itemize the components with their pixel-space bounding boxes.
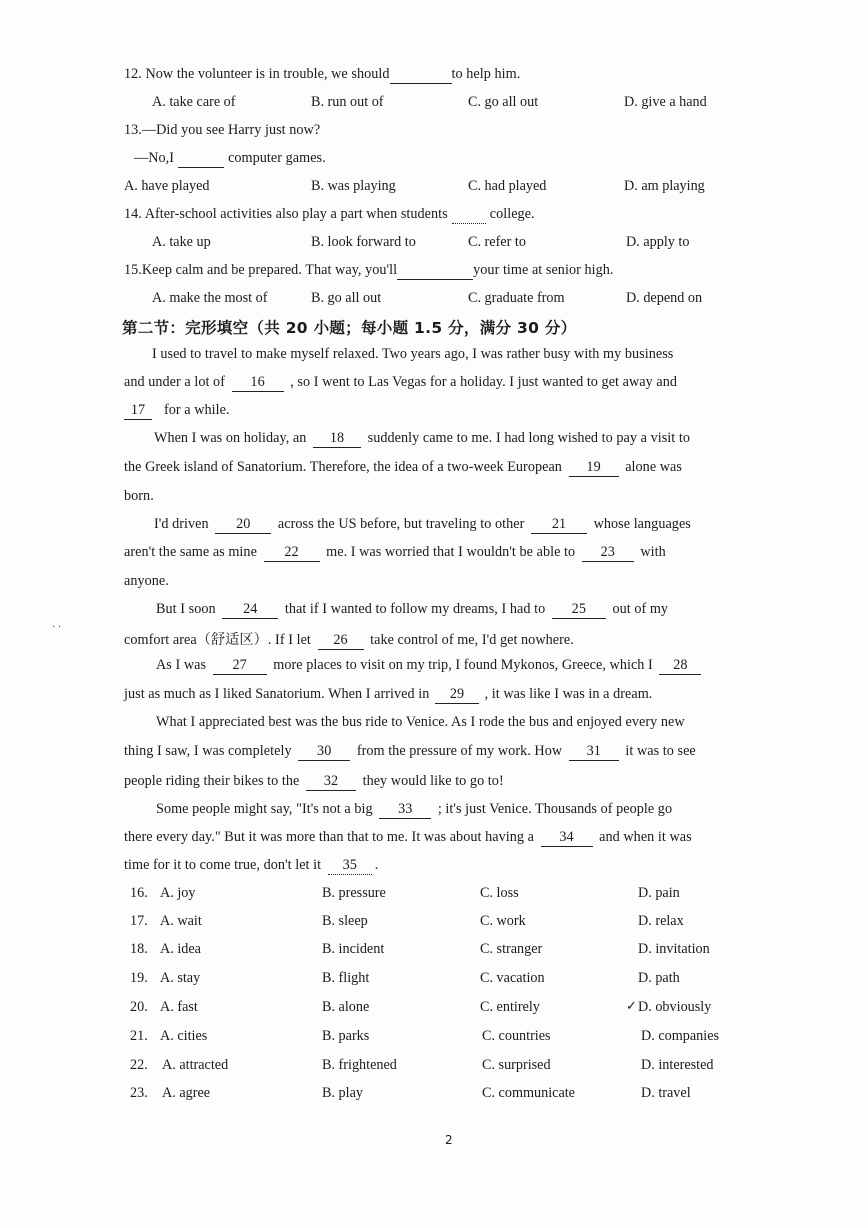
choice-option-c: C. surprised <box>482 1057 551 1073</box>
q12-option-d: D. give a hand <box>624 94 707 110</box>
q15-blank <box>397 262 473 280</box>
passage-text: alone was <box>625 459 682 475</box>
passage-text: they would like to go to! <box>362 773 504 789</box>
passage-line: anyone. <box>124 573 169 589</box>
choice-option-b: B. parks <box>322 1028 370 1044</box>
passage-text: and under a lot of <box>124 374 225 390</box>
choice-option-a: A. idea <box>160 941 201 957</box>
passage-text: aren't the same as mine <box>124 544 257 560</box>
section-2-heading: 第二节：完形填空（共 20 小题；每小题 1.5 分，满分 30 分） <box>122 319 577 337</box>
passage-line: What I appreciated best was the bus ride to Venice. As I rode the bus and enjoyed every new <box>156 714 685 730</box>
choice-option-d: D. invitation <box>638 941 710 957</box>
page-number: 2 <box>445 1133 453 1147</box>
blank-17: 17 <box>124 402 152 420</box>
passage-text: more places to visit on my trip, I found Mykonos, Greece, which I <box>273 657 653 673</box>
q15-option-a: A. make the most of <box>152 290 268 306</box>
q12-option-b: B. run out of <box>311 94 384 110</box>
passage-line <box>156 601 668 619</box>
passage-line <box>124 829 692 847</box>
choice-option-c: C. countries <box>482 1028 551 1044</box>
passage-line <box>124 544 666 562</box>
choice-number: 23. <box>130 1085 148 1101</box>
passage-text: from the pressure of my work. How <box>356 743 563 759</box>
choice-number: 22. <box>130 1057 148 1073</box>
q13-option-d: D. am playing <box>624 178 705 194</box>
passage-text: , so I went to Las Vegas for a holiday. I just wanted to get away and <box>290 374 677 390</box>
choice-option-b: B. pressure <box>322 885 386 901</box>
choice-option-d: D. travel <box>641 1085 691 1101</box>
q12-option-a: A. take care of <box>152 94 236 110</box>
q15-option-d: D. depend on <box>626 290 703 306</box>
choice-option-b: B. play <box>322 1085 363 1101</box>
question-15-stem <box>124 262 613 280</box>
choice-option-d: D. pain <box>638 885 680 901</box>
passage-line: I used to travel to make myself relaxed. Two years ago, I was rather busy with my business <box>152 346 674 362</box>
q14-option-c: C. refer to <box>468 234 526 250</box>
passage-line <box>124 743 696 761</box>
passage-line: born. <box>124 488 154 504</box>
choice-option-d: D. obviously <box>638 999 712 1015</box>
question-12-stem <box>124 66 520 84</box>
q13-reply-tail: computer games. <box>228 150 326 166</box>
blank-23: 23 <box>582 544 634 562</box>
passage-line <box>124 686 652 704</box>
passage-text: there every day." But it was more than that to me. It was about having a <box>124 829 534 845</box>
choice-option-c: C. stranger <box>480 941 543 957</box>
choice-option-d: D. interested <box>641 1057 714 1073</box>
choice-option-b: B. alone <box>322 999 370 1015</box>
q12-stem-text: 12. Now the volunteer is in trouble, we should <box>124 66 390 82</box>
blank-24: 24 <box>222 601 278 619</box>
choice-option-a: A. stay <box>160 970 201 986</box>
passage-text: thing I saw, I was completely <box>124 743 292 759</box>
choice-number: 20. <box>130 999 148 1015</box>
q15-stem-tail: your time at senior high. <box>473 262 614 278</box>
q15-stem-text: 15.Keep calm and be prepared. That way, you'll <box>124 262 398 278</box>
passage-text: . <box>374 857 379 873</box>
choice-option-a: A. attracted <box>162 1057 229 1073</box>
passage-text: just as much as I liked Sanatorium. When I arrived in <box>124 686 430 702</box>
passage-line <box>154 516 691 534</box>
blank-30: 30 <box>298 743 350 761</box>
passage-text: the Greek island of Sanatorium. Therefore, the idea of a two-week European <box>124 459 562 475</box>
passage-text: comfort area（舒适区）. If I let <box>124 632 311 648</box>
passage-line <box>154 430 690 448</box>
passage-text: out of my <box>612 601 669 617</box>
choice-number: 21. <box>130 1028 148 1044</box>
q13-reply-text: —No,I <box>134 150 175 166</box>
scan-speck: · · <box>52 622 62 633</box>
passage-line <box>124 402 230 420</box>
blank-20: 20 <box>215 516 271 534</box>
passage-text: When I was on holiday, an <box>154 430 307 446</box>
passage-text: , it was like I was in a dream. <box>484 686 653 702</box>
passage-text: with <box>640 544 666 560</box>
passage-text: for a while. <box>164 402 230 418</box>
question-14-stem <box>124 206 535 224</box>
passage-text: whose languages <box>593 516 691 532</box>
choice-option-b: B. frightened <box>322 1057 397 1073</box>
choice-number: 18. <box>130 941 148 957</box>
passage-line <box>156 801 672 819</box>
passage-text: time for it to come true, don't let it <box>124 857 322 873</box>
passage-line <box>124 857 378 875</box>
q13-option-c: C. had played <box>468 178 547 194</box>
blank-34: 34 <box>541 829 593 847</box>
choice-option-c: C. loss <box>480 885 519 901</box>
blank-21: 21 <box>531 516 587 534</box>
blank-26: 26 <box>318 632 364 650</box>
blank-33: 33 <box>379 801 431 819</box>
choice-number: 16. <box>130 885 148 901</box>
blank-16: 16 <box>232 374 284 392</box>
choice-option-c: C. vacation <box>480 970 545 986</box>
q14-stem-text: 14. After-school activities also play a part when students <box>124 206 448 222</box>
passage-line <box>124 629 574 650</box>
choice-option-c: C. entirely <box>480 999 540 1015</box>
choice-option-c: C. work <box>480 913 526 929</box>
choice-number: 17. <box>130 913 148 929</box>
passage-line <box>124 459 682 477</box>
blank-22: 22 <box>264 544 320 562</box>
q14-option-b: B. look forward to <box>311 234 416 250</box>
q13-option-a: A. have played <box>124 178 210 194</box>
q12-blank <box>390 66 452 84</box>
passage-text: people riding their bikes to the <box>124 773 300 789</box>
choice-option-a: A. joy <box>160 885 196 901</box>
choice-option-a: A. agree <box>162 1085 211 1101</box>
choice-option-d: D. path <box>638 970 680 986</box>
blank-19: 19 <box>569 459 619 477</box>
passage-text: take control of me, I'd get nowhere. <box>370 632 574 648</box>
passage-text: suddenly came to me. I had long wished to pay a visit to <box>367 430 690 446</box>
question-13-stem: 13.—Did you see Harry just now? <box>124 122 321 138</box>
q14-blank <box>452 206 486 224</box>
q13-option-b: B. was playing <box>311 178 396 194</box>
passage-text: Some people might say, "It's not a big <box>156 801 373 817</box>
passage-text: it was to see <box>625 743 696 759</box>
q15-option-b: B. go all out <box>311 290 382 306</box>
passage-text: ; it's just Venice. Thousands of people go <box>437 801 673 817</box>
passage-text: and when it was <box>599 829 692 845</box>
choice-option-a: A. fast <box>160 999 198 1015</box>
blank-35: 35 <box>328 857 372 875</box>
choice-option-a: A. wait <box>160 913 202 929</box>
blank-28: 28 <box>659 657 701 675</box>
choice-option-c: C. communicate <box>482 1085 575 1101</box>
passage-text: As I was <box>156 657 207 673</box>
blank-18: 18 <box>313 430 361 448</box>
q12-stem-tail: to help him. <box>451 66 521 82</box>
passage-text: me. I was worried that I wouldn't be able to <box>326 544 576 560</box>
choice-number: 19. <box>130 970 148 986</box>
blank-32: 32 <box>306 773 356 791</box>
passage-text: across the US before, but traveling to other <box>277 516 525 532</box>
blank-25: 25 <box>552 601 606 619</box>
q14-stem-tail: college. <box>489 206 535 222</box>
q14-option-d: D. apply to <box>626 234 690 250</box>
blank-29: 29 <box>435 686 479 704</box>
q12-option-c: C. go all out <box>468 94 539 110</box>
choice-option-d: D. relax <box>638 913 684 929</box>
q15-option-c: C. graduate from <box>468 290 565 306</box>
passage-text: that if I wanted to follow my dreams, I had to <box>284 601 546 617</box>
choice-option-a: A. cities <box>160 1028 208 1044</box>
question-13-reply <box>134 150 326 168</box>
q14-option-a: A. take up <box>152 234 211 250</box>
passage-line <box>124 773 504 791</box>
blank-27: 27 <box>213 657 267 675</box>
choice-option-b: B. sleep <box>322 913 368 929</box>
passage-text: But I soon <box>156 601 216 617</box>
blank-31: 31 <box>569 743 619 761</box>
choice-option-b: B. incident <box>322 941 385 957</box>
pen-mark-icon: ✓ <box>626 998 637 1013</box>
passage-line <box>124 374 677 392</box>
passage-line <box>156 657 701 675</box>
q13-blank <box>178 150 224 168</box>
choice-option-d: D. companies <box>641 1028 720 1044</box>
passage-text: I'd driven <box>154 516 209 532</box>
choice-option-b: B. flight <box>322 970 370 986</box>
